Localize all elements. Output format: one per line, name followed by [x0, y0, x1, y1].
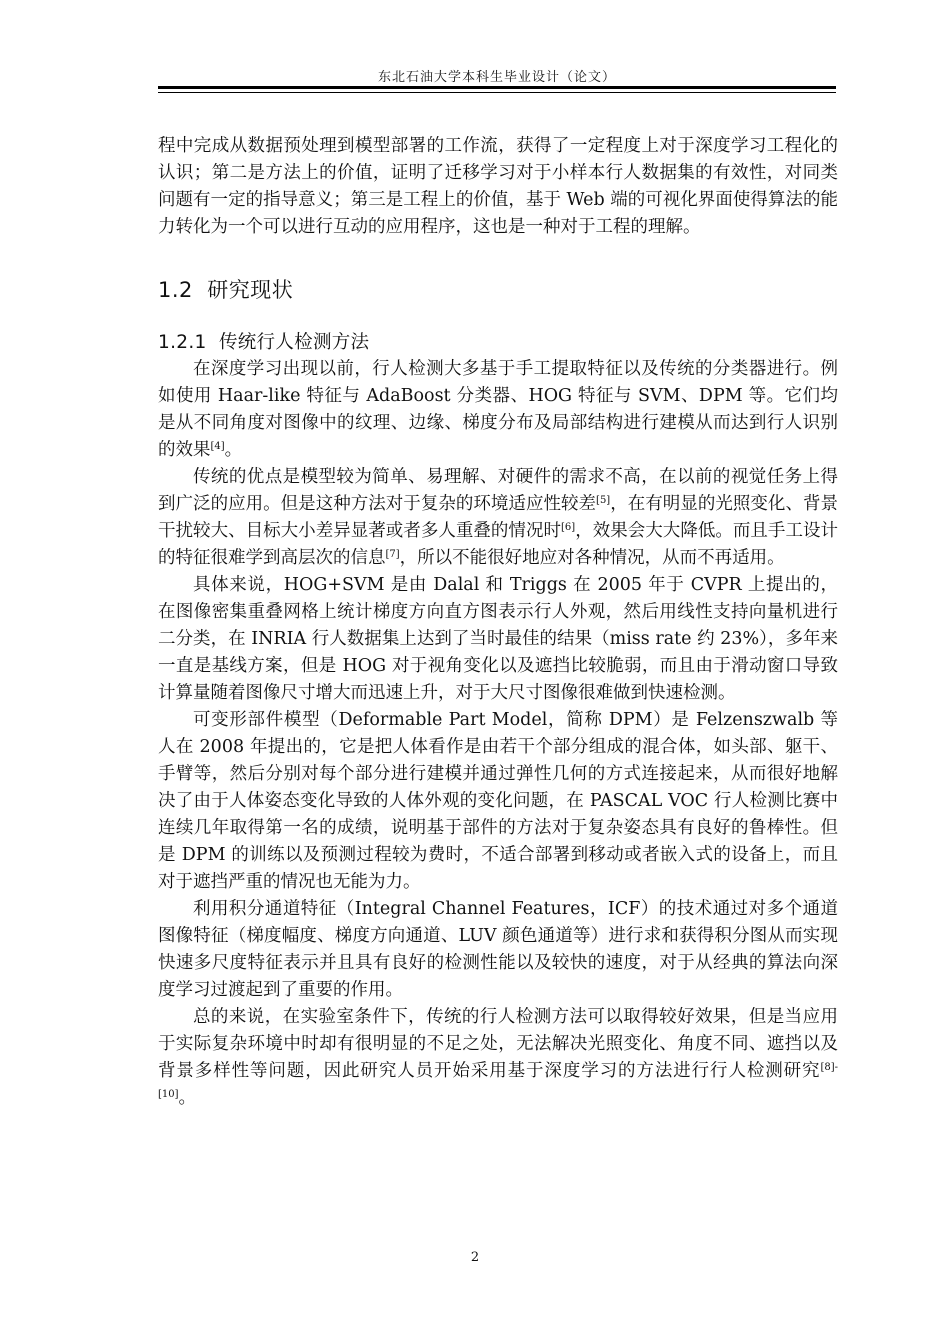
paragraph-text: ，效果会大大降低。而且手工设计的特征很难学到高层次的信息 [158, 521, 838, 568]
paragraph-text: ，所以不能很好地应对各种情况，从而不再适用。 [399, 548, 785, 568]
citation-ref: [7] [385, 549, 400, 560]
paragraph-text: ，在有明显的光照变化、背景干扰较大、目标大小差异显著或者多人重叠的情况时 [158, 494, 839, 541]
citation-ref: [4] [210, 441, 225, 452]
paragraph-dpm: 可变形部件模型（Deformable Part Model，简称 DPM）是 Felzenszwalb 等人在 2008 年提出的，它是把人体看作是由若干个部分组成的混合体，如头部、躯干、手臂等，然后分别对每个部分进行建模并通过弹性几何的方式连接起来，从而很好地解决了由于人体姿态变化导致的人体外观的变化问题，在 PASCAL VOC 行人检测比赛中连续几年取得第一名的成绩，说明基于部件的方法对于复杂姿态具有良好的鲁棒性。但是 DPM 的训练以及预测过程较为费时，不适合部署到移动或者嵌入式的设备上，而且对于遮挡严重的情况也无能为力。 [158, 710, 838, 892]
paragraph-text: 总的来说，在实验室条件下，传统的行人检测方法可以取得较好效果，但是当应用于实际复杂环境中时却有很明显的不足之处，无法解决光照变化、角度不同、遮挡以及背景多样性等问题，因此研究人员开始采用基于深度学习的方法进行行人检测研究 [158, 1007, 838, 1081]
subsection-title: 传统行人检测方法 [218, 332, 370, 353]
paragraph-traditional-pros-cons [158, 464, 838, 572]
subsection-heading [158, 330, 838, 356]
section-number: 1.2 [158, 278, 193, 302]
paragraph-end: 。 [178, 1088, 197, 1108]
section-heading [158, 275, 838, 305]
running-header: 东北石油大学本科生毕业设计（论文） [377, 70, 616, 85]
citation-ref: [8]-[10] [158, 1062, 838, 1100]
paragraph-summary [158, 1004, 838, 1112]
intro-paragraph: 程中完成从数据预处理到模型部署的工作流，获得了一定程度上对于深度学习工程化的认识；第二是方法上的价值，证明了迁移学习对于小样本行人数据集的有效性，对同类问题有一定的指导意义；第三是工程上的价值，基于 Web 端的可视化界面使得算法的能力转化为一个可以进行互动的应用程序，这也是一种对于工程的理解。 [158, 136, 838, 237]
page-number: 2 [470, 1250, 480, 1265]
paragraph-hog-svm: 具体来说，HOG+SVM 是由 Dalal 和 Triggs 在 2005 年于 CVPR 上提出的，在图像密集重叠网格上统计梯度方向直方图表示行人外观，然后用线性支持向量机进行二分类，在 INRIA 行人数据集上达到了当时最佳的结果（miss rate 约 23%），多年来一直是基线方案，但是 HOG 对于视角变化以及遮挡比较脆弱，而且由于滑动窗口导致计算量随着图像尺寸增大而迅速上升，对于大尺寸图像很难做到快速检测。 [158, 575, 838, 703]
page-body [158, 133, 838, 1112]
paragraph-end: 。 [224, 440, 243, 460]
paragraph-text: 在深度学习出现以前，行人检测大多基于手工提取特征以及传统的分类器进行。例如使用 Haar-like 特征与 AdaBoost 分类器、HOG 特征与 SVM、DPM 等。它们均是从不同角度对图像中的纹理、边缘、梯度分布及局部结构进行建模从而达到行人识别的效果 [158, 359, 838, 460]
header-rule-thick [158, 86, 836, 89]
paragraph-handcrafted-features [158, 356, 838, 464]
header-rule-thin [158, 92, 836, 93]
section-title: 研究现状 [207, 278, 294, 302]
citation-ref: [6] [561, 522, 576, 533]
citation-ref: [5] [596, 495, 611, 506]
paragraph-icf: 利用积分通道特征（Integral Channel Features，ICF）的技术通过对多个通道图像特征（梯度幅度、梯度方向通道、LUV 颜色通道等）进行求和获得积分图从而实现快速多尺度特征表示并且具有良好的检测性能以及较快的速度，对于从经典的算法向深度学习过渡起到了重要的作用。 [158, 899, 838, 1000]
paragraph-text: 传统的优点是模型较为简单、易理解、对硬件的需求不高，在以前的视觉任务上得到广泛的应用。但是这种方法对于复杂的环境适应性较差 [158, 467, 838, 514]
subsection-number: 1.2.1 [158, 332, 207, 353]
